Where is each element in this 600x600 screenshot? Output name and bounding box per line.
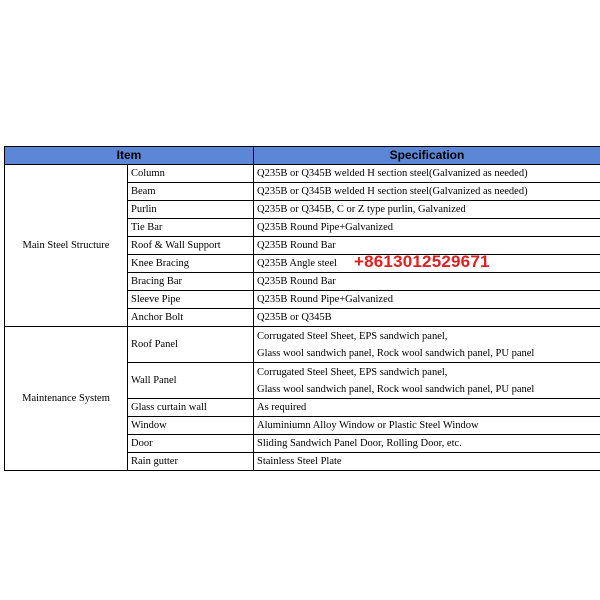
specification-line: Q235B Round Pipe+Galvanized	[257, 294, 393, 305]
specification-cell	[254, 327, 600, 363]
item-cell: Window	[128, 417, 254, 435]
specification-cell	[254, 291, 600, 309]
item-cell: Column	[128, 165, 254, 183]
group-label: Maintenance System	[5, 327, 128, 471]
specification-line: Q235B Angle steel	[257, 258, 337, 269]
table-body	[5, 165, 600, 471]
specification-line: Glass wool sandwich panel, Rock wool sandwich panel, PU panel	[257, 383, 535, 395]
specification-cell	[254, 399, 600, 417]
specification-line: Q235B or Q345B welded H section steel(Galvanized as needed)	[257, 186, 528, 197]
specification-line: Q235B Round Bar	[257, 276, 336, 287]
group-label: Main Steel Structure	[5, 165, 128, 327]
table-header-row	[5, 147, 600, 165]
specification-cell	[254, 453, 600, 471]
specification-cell	[254, 435, 600, 453]
item-cell: Door	[128, 435, 254, 453]
table-row	[5, 165, 600, 183]
specification-line: Corrugated Steel Sheet, EPS sandwich panel,	[257, 330, 448, 342]
specification-cell	[254, 417, 600, 435]
item-cell: Purlin	[128, 201, 254, 219]
table-row	[5, 327, 600, 363]
item-cell: Anchor Bolt	[128, 309, 254, 327]
item-cell: Rain gutter	[128, 453, 254, 471]
item-cell: Wall Panel	[128, 363, 254, 399]
specification-line: Corrugated Steel Sheet, EPS sandwich panel,	[257, 366, 448, 378]
item-cell: Beam	[128, 183, 254, 201]
specification-line: Q235B Round Pipe+Galvanized	[257, 222, 393, 233]
specification-line: Q235B or Q345B, C or Z type purlin, Galvanized	[257, 204, 466, 215]
specification-cell	[254, 363, 600, 399]
item-cell: Glass curtain wall	[128, 399, 254, 417]
specification-cell	[254, 183, 600, 201]
specification-cell	[254, 165, 600, 183]
item-cell: Bracing Bar	[128, 273, 254, 291]
item-cell: Tie Bar	[128, 219, 254, 237]
specification-cell	[254, 273, 600, 291]
specification-line: Q235B or Q345B	[257, 312, 332, 323]
specification-line: Sliding Sandwich Panel Door, Rolling Door, etc.	[257, 438, 462, 449]
specification-cell	[254, 309, 600, 327]
specification-line: Stainless Steel Plate	[257, 456, 342, 467]
header-specification: Specification	[254, 147, 600, 165]
phone-watermark: +8613012529671	[354, 252, 490, 271]
item-cell: Sleeve Pipe	[128, 291, 254, 309]
specification-line: Aluminiumn Alloy Window or Plastic Steel Window	[257, 420, 479, 431]
specification-cell	[254, 219, 600, 237]
item-cell: Roof Panel	[128, 327, 254, 363]
specification-line: Glass wool sandwich panel, Rock wool sandwich panel, PU panel	[257, 347, 535, 359]
header-item: Item	[5, 147, 254, 165]
specification-line: As required	[257, 402, 307, 413]
specification-cell	[254, 201, 600, 219]
item-cell: Knee Bracing	[128, 255, 254, 273]
item-cell: Roof & Wall Support	[128, 237, 254, 255]
specification-line: Q235B Round Bar	[257, 240, 336, 251]
specification-line: Q235B or Q345B welded H section steel(Galvanized as needed)	[257, 168, 528, 179]
specification-table	[4, 146, 600, 471]
